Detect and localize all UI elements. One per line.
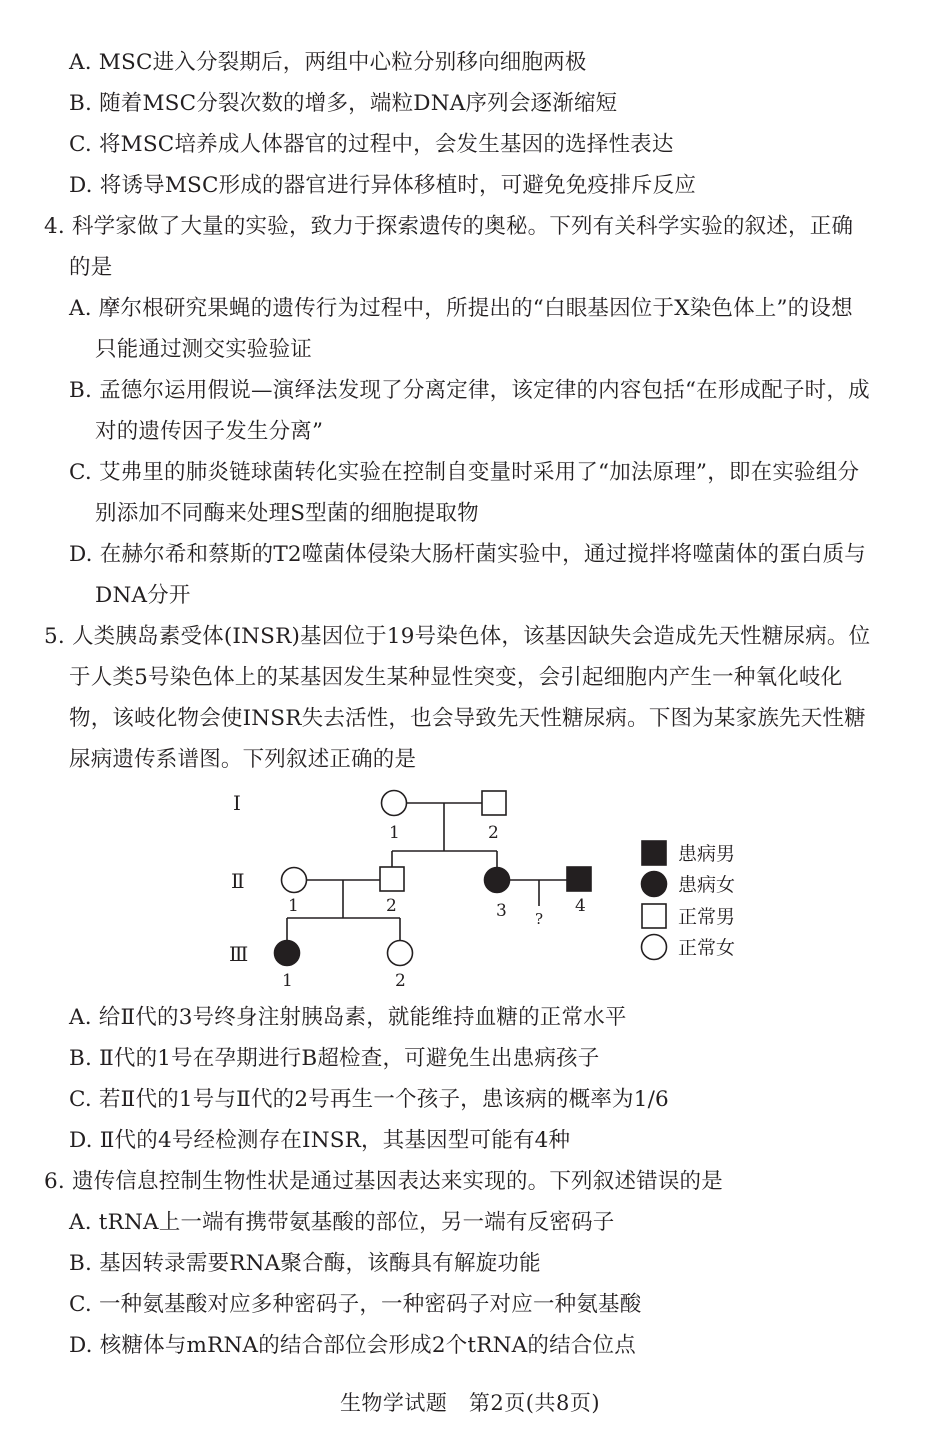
legend-normal-female-symbol <box>642 935 667 960</box>
label-II2: 2 <box>386 896 397 916</box>
q5-option-d: D. Ⅱ代的4号经检测存在INSR，其基因型可能有4种 <box>69 1128 571 1153</box>
legend-normal-female-label: 正常女 <box>678 937 736 959</box>
q5-stem-line2: 于人类5号染色体上的某基因发生某种显性突变，会引起细胞内产生一种氧化岐化 <box>69 665 843 690</box>
q5-option-b: B. Ⅱ代的1号在孕期进行B超检查，可避免生出患病孩子 <box>69 1046 600 1071</box>
q3-option-c: C. 将MSC培养成人体器官的过程中，会发生基因的选择性表达 <box>69 132 674 157</box>
q3-option-b: B. 随着MSC分裂次数的增多，端粒DNA序列会逐渐缩短 <box>69 91 618 116</box>
q4-option-b-line2: 对的遗传因子发生分离” <box>95 419 324 444</box>
label-III1: 1 <box>282 971 293 991</box>
legend-normal-male-label: 正常男 <box>678 906 736 928</box>
q5-stem-line4: 尿病遗传系谱图。下列叙述正确的是 <box>69 747 417 772</box>
q4-option-d-line1: D. 在赫尔希和蔡斯的T2噬菌体侵染大肠杆菌实验中，通过搅拌将噬菌体的蛋白质与 <box>69 542 866 567</box>
legend-normal-male-symbol <box>642 904 666 928</box>
legend-affected-male-label: 患病男 <box>678 843 736 865</box>
q6-option-d: D. 核糖体与mRNA的结合部位会形成2个tRNA的结合位点 <box>69 1333 636 1358</box>
q4-option-c-line1: C. 艾弗里的肺炎链球菌转化实验在控制自变量时采用了“加法原理”，即在实验组分 <box>69 460 860 485</box>
q4-option-a-line1: A. 摩尔根研究果蝇的遗传行为过程中，所提出的“白眼基因位于X染色体上”的设想 <box>69 296 853 321</box>
label-I1: 1 <box>389 823 400 843</box>
q4-option-d-line2: DNA分开 <box>95 583 191 608</box>
legend-affected-female-label: 患病女 <box>678 874 736 896</box>
pedigree-lines <box>287 803 567 941</box>
q3-option-d: D. 将诱导MSC形成的器官进行异体移植时，可避免免疫排斥反应 <box>69 173 697 198</box>
q3-option-a: A. MSC进入分裂期后，两组中心粒分别移向细胞两极 <box>69 50 587 75</box>
label-III2: 2 <box>395 971 406 991</box>
label-II1: 1 <box>288 896 299 916</box>
generation-label-II: Ⅱ <box>231 869 245 893</box>
pedigree-legend <box>642 841 736 960</box>
q6-option-c: C. 一种氨基酸对应多种密码子，一种密码子对应一种氨基酸 <box>69 1292 642 1317</box>
q4-option-a-line2: 只能通过测交实验验证 <box>95 337 313 362</box>
individual-II4-affected-male <box>567 867 591 891</box>
q6-option-a: A. tRNA上一端有携带氨基酸的部位，另一端有反密码子 <box>69 1210 615 1235</box>
q6-option-b: B. 基因转录需要RNA聚合酶，该酶具有解旋功能 <box>69 1251 541 1276</box>
legend-affected-male-symbol <box>642 841 666 865</box>
individual-I2-normal-male <box>482 791 506 815</box>
label-I2: 2 <box>488 823 499 843</box>
q4-option-c-line2: 别添加不同酶来处理S型菌的细胞提取物 <box>95 501 479 526</box>
q5-stem-line3: 物，该岐化物会使INSR失去活性，也会导致先天性糖尿病。下图为某家族先天性糖 <box>69 706 866 731</box>
individual-III2-normal-female <box>388 941 413 966</box>
q6-stem: 6. 遗传信息控制生物性状是通过基因表达来实现的。下列叙述错误的是 <box>44 1169 723 1194</box>
individual-I1-normal-female <box>382 791 407 816</box>
legend-affected-female-symbol <box>642 872 667 897</box>
q5-stem-line1: 5. 人类胰岛素受体(INSR)基因位于19号染色体，该基因缺失会造成先天性糖尿病。位 <box>44 624 871 649</box>
q5-option-c: C. 若Ⅱ代的1号与Ⅱ代的2号再生一个孩子，患该病的概率为1/6 <box>69 1087 669 1112</box>
page-footer: 生物学试题 第2页(共8页) <box>339 1391 601 1415</box>
individual-II3-affected-female <box>485 868 510 893</box>
individual-II2-normal-male <box>380 867 404 891</box>
label-II4: 4 <box>575 896 586 916</box>
q4-stem-line2: 的是 <box>69 255 113 280</box>
label-II3: 3 <box>496 901 507 921</box>
label-unknown-child: ? <box>535 910 544 928</box>
generation-label-III: Ⅲ <box>229 942 249 966</box>
individual-III1-affected-female <box>275 941 300 966</box>
q4-stem-line1: 4. 科学家做了大量的实验，致力于探索遗传的奥秘。下列有关科学实验的叙述，正确 <box>44 214 854 239</box>
q4-option-b-line1: B. 孟德尔运用假说—演绎法发现了分离定律，该定律的内容包括“在形成配子时，成 <box>69 378 870 403</box>
individual-II1-normal-female <box>282 868 307 893</box>
q5-option-a: A. 给Ⅱ代的3号终身注射胰岛素，就能维持血糖的正常水平 <box>69 1005 627 1030</box>
generation-label-I: Ⅰ <box>233 791 241 815</box>
